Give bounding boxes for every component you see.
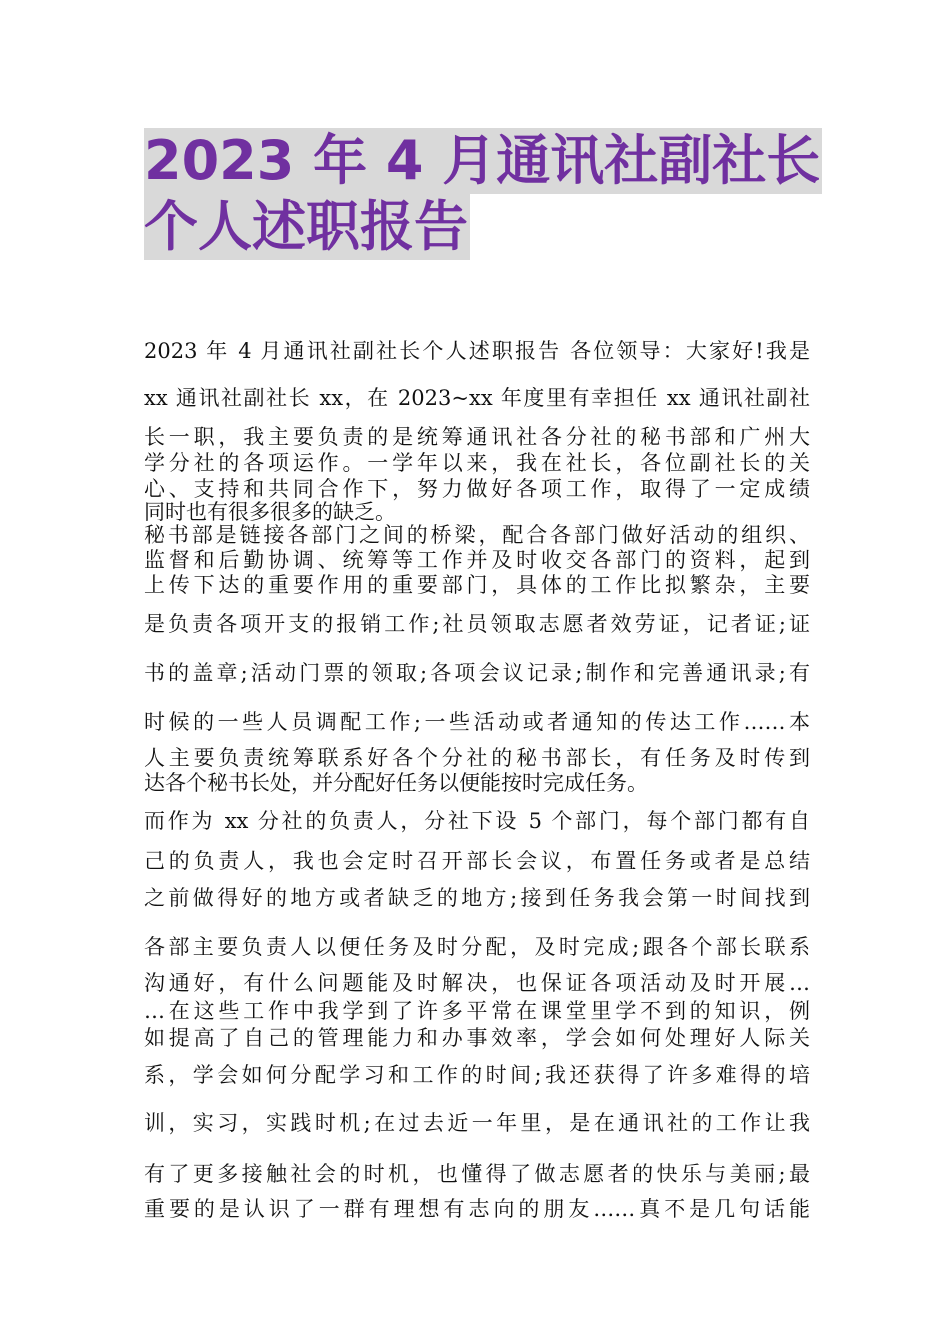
- body-line: 2023 年 4 月通讯社副社长个人述职报告 各位领导：大家好!我是: [144, 339, 810, 363]
- body-line: 如提高了自己的管理能力和办事效率，学会如何处理好人际关: [144, 1026, 810, 1050]
- body-line: 上传下达的重要作用的重要部门，具体的工作比拟繁杂，主要: [144, 573, 810, 597]
- body-line: 训，实习，实践时机;在过去近一年里，是在通讯社的工作让我: [144, 1111, 810, 1135]
- body-line: 秘书部是链接各部门之间的桥梁，配合各部门做好活动的组织、: [144, 523, 810, 547]
- body-line: xx 通讯社副社长 xx，在 2023~xx 年度里有幸担任 xx 通讯社副社: [144, 386, 810, 410]
- body-line: 人主要负责统筹联系好各个分社的秘书部长，有任务及时传到: [144, 746, 810, 770]
- body-line: 时候的一些人员调配工作;一些活动或者通知的传达工作……本: [144, 710, 810, 734]
- body-line: 监督和后勤协调、统筹等工作并及时收交各部门的资料，起到: [144, 548, 810, 572]
- body-line: 沟通好，有什么问题能及时解决，也保证各项活动及时开展…: [144, 971, 810, 995]
- body-line: 系，学会如何分配学习和工作的时间;我还获得了许多难得的培: [144, 1063, 810, 1087]
- body-line: 心、支持和共同合作下，努力做好各项工作，取得了一定成绩: [144, 477, 810, 501]
- body-line: 各部主要负责人以便任务及时分配，及时完成;跟各个部长联系: [144, 935, 810, 959]
- title-line-1: 2023 年 4 月通讯社副社长: [144, 129, 821, 192]
- body-line: …在这些工作中我学到了许多平常在课堂里学不到的知识，例: [144, 999, 810, 1023]
- body-line: 书的盖章;活动门票的领取;各项会议记录;制作和完善通讯录;有: [144, 661, 810, 685]
- body-line: 是负责各项开支的报销工作;社员领取志愿者效劳证，记者证;证: [144, 612, 810, 636]
- body-line: 达各个秘书长处，并分配好任务以便能按时完成任务。: [144, 771, 648, 795]
- document-title: [144, 128, 824, 260]
- body-line: 之前做得好的地方或者缺乏的地方;接到任务我会第一时间找到: [144, 886, 810, 910]
- body-line: 长一职，我主要负责的是统筹通讯社各分社的秘书部和广州大: [144, 425, 810, 449]
- body-line: 重要的是认识了一群有理想有志向的朋友……真不是几句话能: [144, 1197, 810, 1221]
- body-line: 同时也有很多很多的缺乏。: [144, 500, 396, 524]
- body-line: 而作为 xx 分社的负责人，分社下设 5 个部门，每个部门都有自: [144, 809, 810, 833]
- body-line: 己的负责人，我也会定时召开部长会议，布置任务或者是总结: [144, 849, 810, 873]
- title-line-2: 个人述职报告: [144, 195, 468, 258]
- body-line: 有了更多接触社会的时机，也懂得了做志愿者的快乐与美丽;最: [144, 1162, 810, 1186]
- body-line: 学分社的各项运作。一学年以来，我在社长，各位副社长的关: [144, 451, 810, 475]
